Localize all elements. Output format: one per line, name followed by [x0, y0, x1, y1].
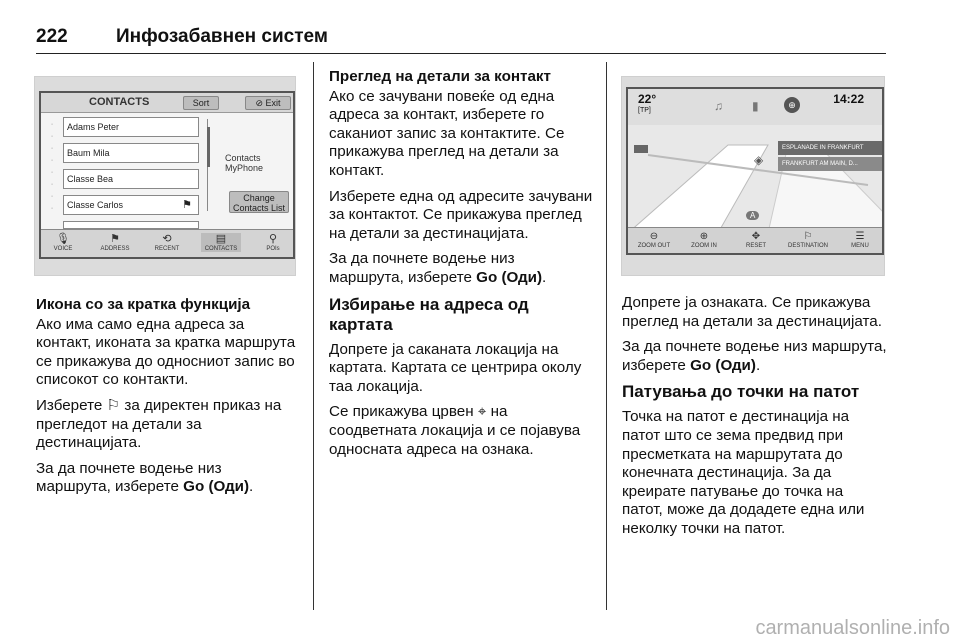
sort-button[interactable]: Sort — [183, 96, 219, 110]
contacts-tab-button[interactable]: ▤ CONTACTS — [201, 233, 241, 252]
col1-paragraph-3: За да почнете водење низ маршрута, изберете Go (Оди). — [36, 459, 254, 496]
contact-row-partial[interactable] — [63, 221, 199, 229]
reset-button[interactable]: ✥ RESET — [734, 231, 778, 249]
contacts-title: CONTACTS — [89, 96, 150, 108]
col1-paragraph-2: Изберете ⚐ за директен приказ на прегледот на детали за дестинацијата. — [36, 396, 282, 452]
contacts-icon: ▤ — [215, 233, 227, 245]
exit-button[interactable] — [245, 96, 291, 110]
tp-indicator: [TP] — [638, 107, 651, 114]
change-contacts-list-button[interactable] — [229, 191, 289, 213]
map-toolbar — [628, 227, 882, 253]
destination-icon: ⚐ — [803, 231, 813, 242]
exit-icon: ⊘ — [255, 98, 266, 108]
go-label: Go (Оди) — [183, 478, 250, 496]
contact-row[interactable]: Classe Bea — [63, 169, 199, 189]
waypoints-heading: Патувања до точки на патот — [622, 382, 860, 402]
contacts-screen-image — [34, 76, 296, 276]
map-canvas[interactable] — [628, 125, 882, 227]
watermark: carmanualsonline.info — [755, 617, 950, 639]
crosshair-icon: ⌖ — [477, 403, 487, 421]
recent-button[interactable]: ⟲ RECENT — [147, 233, 187, 252]
map-address-heading: Избирање на адреса од картата — [329, 294, 529, 334]
voice-button[interactable]: 🎙 VOICE — [43, 233, 83, 252]
menu-icon: ☰ — [855, 231, 865, 242]
column-divider-2 — [606, 62, 607, 610]
zoom-out-button[interactable]: ⊖ ZOOM OUT — [632, 231, 676, 249]
change-label-1: Change — [243, 193, 275, 203]
pin-icon: ⚲ — [268, 233, 278, 245]
shortcut-icon-heading: Икона со за кратка функција — [36, 296, 251, 313]
page-number: 222 — [36, 26, 68, 47]
poi-label-address[interactable]: FRANKFURT AM MAIN, D... — [778, 157, 882, 171]
column-divider-1 — [313, 62, 314, 610]
zoom-out-icon: ⊖ — [649, 231, 659, 242]
zoom-in-button[interactable]: ⊕ ZOOM IN — [682, 231, 726, 249]
audio-icon[interactable]: ♫ — [714, 99, 723, 113]
poi-label-name[interactable]: ESPLANADE IN FRANKFURT — [778, 141, 882, 155]
map-display — [626, 87, 884, 255]
col2-paragraph-2: Изберете една од адресите зачувани за контактот. Се прикажува преглед на детали за дестинацијата. — [329, 187, 593, 242]
reset-icon: ✥ — [751, 231, 761, 242]
destination-button[interactable]: ⚐ DESTINATION — [786, 231, 830, 249]
address-button[interactable]: ⚑ ADDRESS — [95, 233, 135, 252]
col2-paragraph-3: За да почнете водење низ маршрута, изберете Go (Оди). — [329, 250, 547, 286]
col3-paragraph-2: За да почнете водење низ маршрута, изберете Go (Оди). — [622, 338, 887, 374]
column-3-text — [622, 294, 888, 546]
contact-row[interactable]: Baum Mila — [63, 143, 199, 163]
pois-button[interactable]: ⚲ POIs — [253, 233, 293, 252]
left-marker-icon — [634, 145, 648, 153]
page-header — [36, 26, 886, 54]
nav-icon[interactable]: ⊕ — [784, 97, 800, 113]
contacts-source-label: Contacts MyPhone — [225, 153, 264, 173]
flag-icon: ⚑ — [110, 233, 120, 245]
col3-paragraph-3: Точка на патот е дестинација на патот што се зема предвид при пресметката на маршрутата до конечната дестинација. За да креирате патување до точка на патот, може да додадете една или неколку точки на патот. — [622, 408, 865, 537]
contact-details-heading: Преглед на детали за контакт — [329, 68, 551, 85]
exit-label: Exit — [265, 98, 281, 108]
flag-icon[interactable]: ⚑ — [182, 199, 192, 211]
clock: 14:22 — [833, 92, 864, 106]
column-2-text — [329, 68, 593, 466]
col2-paragraph-5: Се прикажува црвен ⌖ на соодветната локација и се појавува односната адреса на ознака. — [329, 403, 581, 458]
col2-paragraph-1: Ако се зачувани повеќе од една адреса за контакт, изберете го саканиот запис за контактите. Се прикажува преглед на детали за контакт. — [329, 87, 565, 179]
go-label: Go (Оди) — [690, 356, 756, 374]
map-status-bar — [628, 89, 882, 125]
contact-row[interactable] — [63, 195, 199, 215]
contacts-header-bar — [41, 93, 293, 113]
contact-row[interactable]: Adams Peter — [63, 117, 199, 137]
col1-paragraph-1: Ако има само една адреса за контакт, иконата за кратка маршрута се прикажува до односниот запис во списокот со контакти. — [36, 315, 296, 389]
location-marker-icon: ◈ — [754, 153, 764, 167]
autobahn-marker: A — [746, 211, 759, 220]
map-screen-image — [621, 76, 885, 276]
zoom-in-icon: ⊕ — [699, 231, 709, 242]
col3-paragraph-1: Допрете ја ознаката. Се прикажува преглед на детали за дестинацијата. — [622, 294, 882, 330]
recent-icon: ⟲ — [162, 233, 172, 245]
col2-paragraph-4: Допрете ја саканата локација на картата. Картата се центрира околу таа локација. — [329, 340, 582, 395]
change-label-2: Contacts List — [232, 203, 286, 213]
flag-icon: ⚐ — [106, 396, 121, 414]
microphone-icon: 🎙 — [56, 233, 70, 245]
contact-name: Classe Carlos — [67, 200, 124, 210]
phone-icon[interactable]: ▮ — [752, 99, 759, 113]
contacts-toolbar — [41, 229, 293, 257]
alphabet-strip[interactable]: · · · · · · · · — [50, 121, 54, 212]
page-title: Инфозабавнен систем — [116, 26, 328, 47]
go-label: Go (Оди) — [476, 268, 543, 286]
column-1-text — [36, 296, 298, 504]
menu-button[interactable]: ☰ MENU — [838, 231, 882, 249]
contacts-display — [39, 91, 295, 259]
temperature: 22° — [638, 92, 657, 106]
scrollbar-thumb[interactable] — [207, 127, 210, 167]
